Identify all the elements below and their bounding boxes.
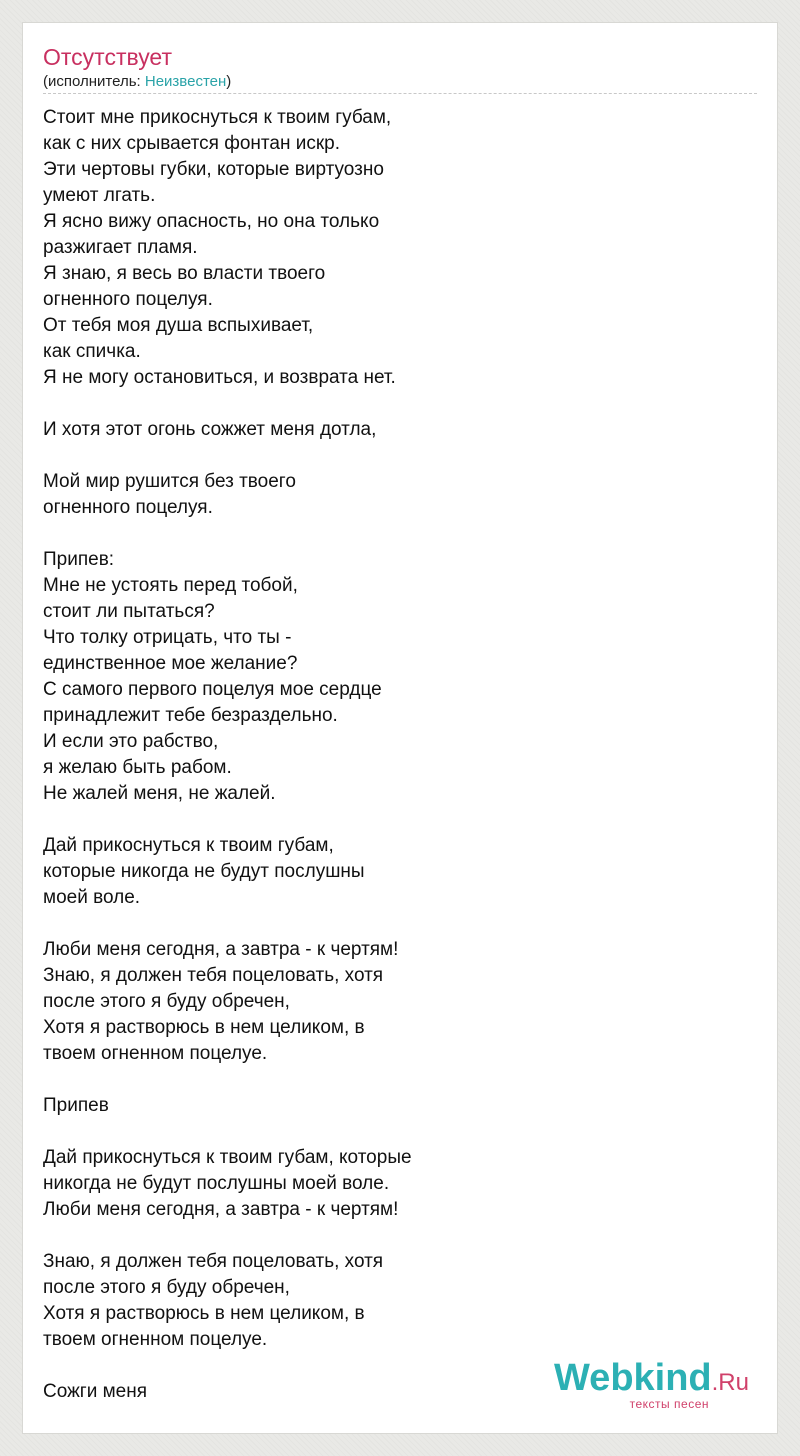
lyrics-text: Стоит мне прикоснуться к твоим губам, как с них срывается фонтан искр. Эти чертовы губки, которые виртуозно умеют лгать. Я ясно вижу опасность, но она только разжигает пламя. Я знаю, я весь во власти твоего огненного поцелуя. От тебя моя душа вспыхивает, как спичка. Я не могу остановиться, и возврата нет. И хотя этот огонь сожжет меня дотла, Мой мир рушится без твоего огненного поцелуя. Припев: Мне не устоять перед тобой, стоит ли пытаться? Что толку отрицать, что ты - единственное мое желание? С самого первого поцелуя мое сердце принадлежит тебе безраздельно. И если это рабство, я желаю быть рабом. Не жалей меня, не жалей. Дай прикоснуться к твоим губам, которые никогда не будут послушны моей воле. Люби меня сегодня, а завтра - к чертям! Знаю, я должен тебя поцеловать, хотя после этого я буду обречен, Хотя я растворюсь в нем целиком, в твоем огненном поцелуе. Припев Дай прикоснуться к твоим губам, которые никогда не будут послушны моей воле. Люби меня сегодня, а завтра - к чертям! Знаю, я должен тебя поцеловать, хотя после этого я буду обречен, Хотя я растворюсь в нем целиком, в твоем огненном поцелуе. Сожги меня xyxy=(43,107,412,1402)
artist-link[interactable]: Неизвестен xyxy=(144,73,227,90)
brand-name-main: Webkind xyxy=(554,1357,712,1399)
brand-logo[interactable] xyxy=(554,1358,749,1411)
artist-suffix: ) xyxy=(226,73,232,90)
song-title: Отсутствует xyxy=(43,44,172,70)
brand-tagline: тексты песен xyxy=(629,1397,709,1411)
artist-prefix: (исполнитель: xyxy=(43,73,145,90)
brand-tld: .Ru xyxy=(711,1369,749,1396)
artist-line xyxy=(43,73,231,91)
lyrics-card xyxy=(22,22,778,1434)
divider xyxy=(43,93,757,94)
